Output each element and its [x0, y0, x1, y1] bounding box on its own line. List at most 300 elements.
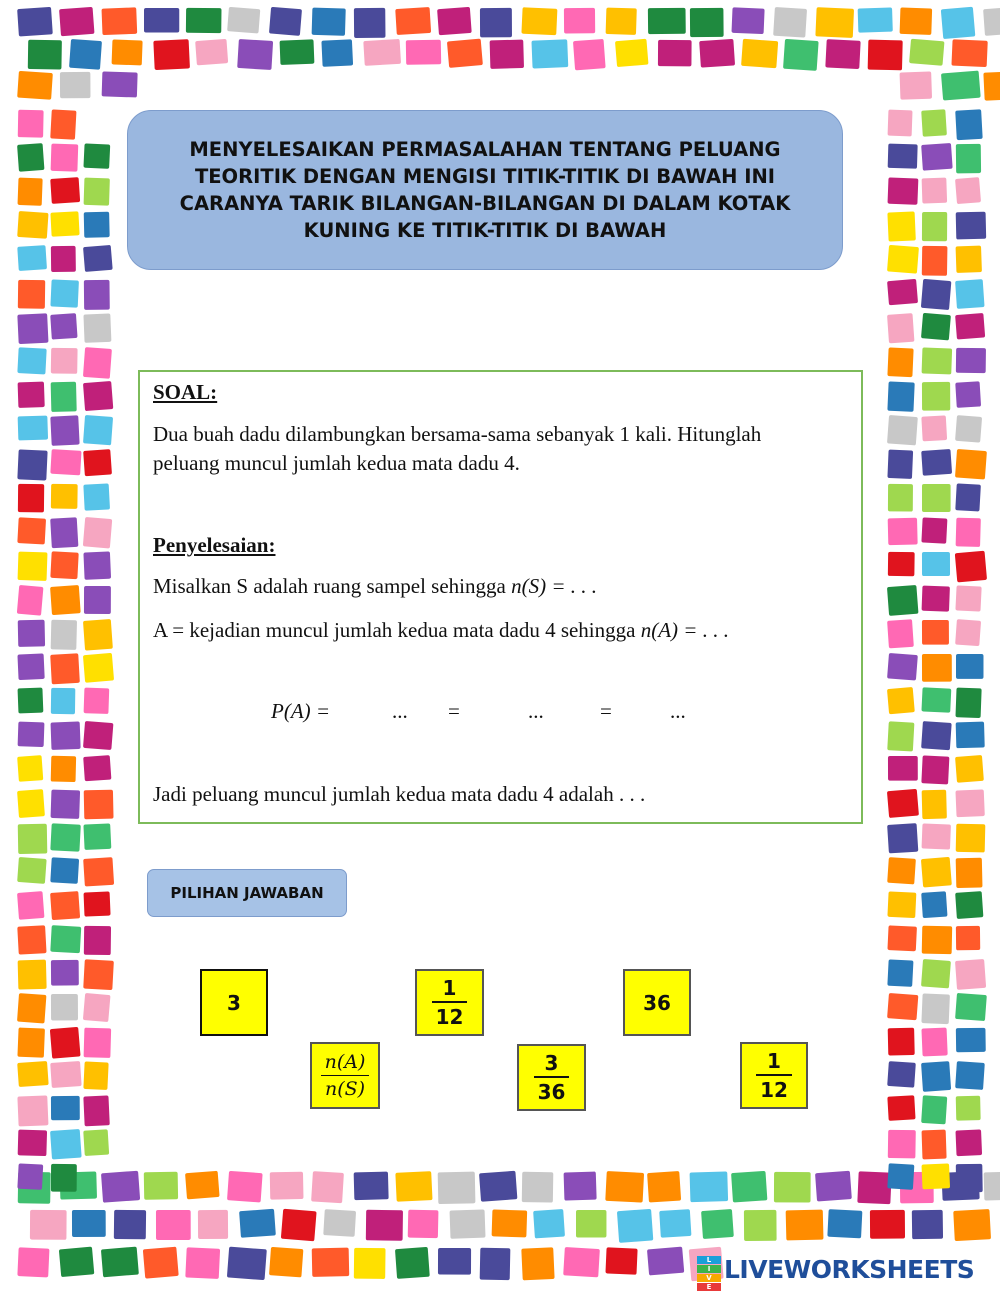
mosaic-tile	[815, 1171, 852, 1202]
mosaic-tile	[887, 993, 918, 1020]
mosaic-tile	[28, 40, 62, 70]
mosaic-tile	[101, 1171, 140, 1203]
mosaic-tile	[84, 212, 110, 238]
fraction-numerator: n(A)	[324, 1050, 366, 1073]
mosaic-tile	[531, 39, 568, 68]
mosaic-tile	[17, 143, 44, 172]
mosaic-tile	[922, 212, 947, 241]
mosaic-tile	[312, 8, 346, 36]
mosaic-tile	[270, 1172, 304, 1200]
mosaic-tile	[72, 1210, 106, 1237]
mosaic-tile	[69, 39, 102, 70]
mosaic-tile	[659, 1209, 691, 1238]
mosaic-tile	[17, 211, 48, 239]
liveworksheets-wordmark: LIVEWORKSHEETS	[724, 1254, 975, 1284]
mosaic-tile	[50, 891, 80, 920]
mosaic-tile	[18, 1130, 47, 1156]
mosaic-tile	[983, 71, 1000, 100]
mosaic-tile	[186, 8, 222, 33]
mosaic-tile	[827, 1209, 862, 1238]
mosaic-tile	[395, 7, 431, 35]
mosaic-tile	[17, 517, 46, 544]
mosaic-tile	[955, 177, 981, 204]
mosaic-tile	[887, 687, 915, 714]
mosaic-tile	[18, 280, 45, 309]
mosaic-tile	[84, 1028, 112, 1058]
formula-blank-1[interactable]: ...	[392, 699, 408, 723]
mosaic-tile	[921, 449, 952, 476]
mosaic-tile	[84, 790, 114, 820]
formula-blank-3[interactable]: ...	[670, 699, 686, 723]
mosaic-tile	[868, 40, 903, 71]
mosaic-tile	[615, 39, 649, 67]
mosaic-tile	[17, 313, 48, 344]
mosaic-tile	[955, 959, 986, 990]
mosaic-tile	[888, 110, 913, 137]
event-blank[interactable]: n(A) = . . .	[640, 618, 729, 642]
mosaic-tile	[701, 1209, 734, 1239]
mosaic-tile	[955, 381, 981, 408]
sample-space-text: Misalkan S adalah ruang sampel sehingga	[153, 574, 512, 598]
mosaic-tile	[84, 280, 110, 310]
mosaic-tile	[956, 246, 982, 273]
mosaic-tile	[887, 1061, 916, 1088]
mosaic-tile	[323, 1209, 356, 1237]
mosaic-tile	[59, 1247, 94, 1277]
instruction-title: MENYELESAIKAN PERMASALAHAN TENTANG PELUANG TEORITIK DENGAN MENGISI TITIK-TITIK DI BAWAH INI CARANYA TARIK BILANGAN-BILANGAN DI DALAM KOTAK KUNING KE TITIK-TITIK DI BAWAH	[179, 138, 791, 242]
mosaic-tile	[51, 1164, 77, 1192]
mosaic-tile	[363, 39, 401, 66]
mosaic-tile	[956, 858, 983, 888]
mosaic-tile	[563, 1247, 600, 1277]
mosaic-tile	[18, 960, 47, 990]
mosaic-tile	[17, 449, 47, 480]
fraction-denominator: 12	[432, 1001, 468, 1027]
mosaic-tile	[102, 7, 138, 35]
mosaic-tile	[51, 246, 76, 272]
mosaic-tile	[50, 857, 79, 884]
mosaic-tile	[480, 1248, 511, 1280]
mosaic-tile	[741, 39, 778, 68]
mosaic-tile	[956, 1028, 986, 1052]
mosaic-tile	[144, 8, 179, 32]
mosaic-tile	[83, 245, 113, 272]
sample-space-line	[153, 574, 597, 599]
mosaic-tile	[783, 39, 819, 71]
mosaic-tile	[951, 39, 987, 67]
mosaic-tile	[269, 1247, 303, 1278]
mosaic-tile	[857, 1171, 891, 1204]
mosaic-tile	[744, 1210, 777, 1241]
mosaic-tile	[887, 925, 917, 951]
mosaic-tile	[955, 619, 981, 646]
mosaic-tile	[83, 1061, 108, 1090]
mosaic-tile	[922, 586, 950, 612]
mosaic-tile	[956, 926, 980, 950]
mosaic-tile	[60, 72, 91, 98]
fraction-numerator: 3	[544, 1051, 559, 1075]
mosaic-tile	[185, 1247, 220, 1279]
fraction-numerator: 1	[442, 976, 457, 1000]
mosaic-tile	[18, 688, 44, 714]
logo-letter: L	[697, 1256, 721, 1264]
mosaic-tile	[185, 1171, 220, 1200]
mosaic-tile	[83, 857, 114, 886]
mosaic-tile	[239, 1209, 276, 1238]
answer-card-1-over-12-b[interactable]	[740, 1042, 808, 1109]
mosaic-tile	[18, 110, 44, 138]
mosaic-tile	[492, 1209, 528, 1237]
mosaic-tile	[955, 688, 981, 719]
mosaic-tile	[887, 313, 914, 343]
mosaic-tile	[690, 1171, 729, 1202]
mosaic-tile	[83, 959, 114, 990]
mosaic-tile	[281, 1209, 317, 1242]
mosaic-tile	[887, 857, 916, 884]
mosaic-tile	[870, 1210, 905, 1239]
mosaic-tile	[953, 1209, 991, 1241]
mosaic-tile	[51, 620, 77, 650]
mosaic-tile	[955, 1061, 985, 1090]
soal-heading: SOAL:	[153, 380, 218, 404]
mosaic-tile	[888, 756, 918, 781]
mosaic-tile	[84, 586, 111, 614]
answer-card-3-label: 3	[227, 990, 241, 1015]
mosaic-tile	[731, 1171, 767, 1203]
mosaic-tile	[395, 1247, 430, 1279]
mosaic-tile	[617, 1209, 653, 1243]
mosaic-tile	[50, 313, 77, 339]
mosaic-tile	[912, 1210, 943, 1239]
mosaic-tile	[887, 245, 919, 274]
question-line-1: Dua buah dadu dilambungkan bersama-sama sebanyak 1 kali. Hitunglah	[153, 422, 762, 446]
mosaic-tile	[50, 109, 76, 139]
answer-card-1-over-12[interactable]	[415, 969, 484, 1036]
mosaic-tile	[888, 518, 918, 545]
mosaic-tile	[50, 653, 80, 684]
mosaic-tile	[955, 313, 985, 340]
mosaic-tile	[17, 1163, 43, 1190]
mosaic-tile	[888, 1130, 916, 1159]
logo-letter: E	[697, 1283, 721, 1291]
mosaic-tile	[647, 1247, 684, 1276]
mosaic-tile	[406, 40, 441, 65]
mosaic-tile	[774, 1172, 811, 1203]
mosaic-tile	[955, 755, 984, 783]
mosaic-tile	[922, 246, 948, 276]
mosaic-tile	[83, 483, 110, 510]
mosaic-tile	[408, 1210, 439, 1238]
fraction-nA-nS	[321, 1050, 370, 1100]
mosaic-tile	[887, 1095, 915, 1121]
question-line-2: peluang muncul jumlah kedua mata dadu 4.	[153, 451, 520, 475]
mosaic-tile	[83, 721, 113, 750]
mosaic-tile	[887, 347, 913, 377]
probability-formula-lhs: P(A) =	[271, 699, 331, 723]
mosaic-tile	[83, 551, 111, 579]
mosaic-tile	[50, 1129, 82, 1160]
mosaic-tile	[438, 1172, 476, 1204]
mosaic-tile	[921, 891, 947, 918]
mosaic-tile	[955, 415, 982, 443]
mosaic-tile	[887, 721, 914, 751]
mosaic-tile	[922, 926, 952, 955]
mosaic-tile	[922, 654, 952, 682]
mosaic-tile	[956, 824, 986, 853]
mosaic-tile	[50, 211, 79, 236]
mosaic-tile	[887, 891, 916, 918]
mosaic-tile	[480, 8, 512, 37]
mosaic-tile	[83, 755, 111, 781]
mosaic-tile	[312, 1248, 350, 1277]
mosaic-tile	[922, 347, 953, 374]
mosaic-tile	[450, 1209, 486, 1238]
mosaic-tile	[17, 925, 46, 954]
mosaic-tile	[887, 789, 919, 818]
mosaic-tile	[18, 824, 48, 854]
mosaic-tile	[17, 789, 45, 818]
mosaic-tile	[941, 7, 976, 39]
mosaic-tile	[887, 279, 918, 305]
mosaic-tile	[50, 1027, 81, 1059]
mosaic-tile	[51, 756, 76, 782]
mosaic-tile	[573, 39, 606, 70]
mosaic-tile	[18, 416, 48, 441]
mosaic-tile	[955, 109, 982, 140]
mosaic-tile	[83, 993, 111, 1022]
mosaic-tile	[887, 959, 913, 987]
mosaic-tile	[888, 552, 915, 576]
instruction-banner	[127, 110, 843, 270]
mosaic-tile	[956, 1164, 983, 1193]
mosaic-tile	[955, 483, 981, 511]
mosaic-tile	[605, 1247, 637, 1274]
mosaic-tile	[51, 688, 76, 714]
mosaic-tile	[144, 1172, 178, 1200]
mosaic-tile	[227, 1171, 263, 1203]
mosaic-tile	[51, 382, 77, 412]
mosaic-tile	[921, 1061, 951, 1092]
mosaic-tile	[51, 348, 78, 374]
formula-equals-2: =	[600, 699, 612, 723]
mosaic-tile	[17, 7, 53, 37]
mosaic-tile	[773, 7, 807, 38]
mosaic-tile	[921, 313, 951, 341]
mosaic-tile	[564, 8, 595, 34]
mosaic-tile	[955, 449, 987, 480]
mosaic-tile	[18, 484, 44, 512]
mosaic-tile	[83, 381, 113, 411]
mosaic-tile	[887, 585, 919, 616]
mosaic-tile	[354, 1172, 389, 1201]
mosaic-tile	[50, 517, 78, 548]
mosaic-tile	[648, 8, 686, 34]
mosaic-tile	[921, 993, 950, 1024]
mosaic-tile	[143, 1247, 179, 1279]
mosaic-tile	[956, 1096, 981, 1121]
liveworksheets-logo[interactable]	[697, 1253, 975, 1291]
mosaic-tile	[909, 39, 944, 66]
penyelesaian-heading: Penyelesaian:	[153, 533, 276, 557]
mosaic-tile	[921, 109, 947, 137]
mosaic-tile	[922, 1130, 947, 1160]
mosaic-tile	[114, 1210, 146, 1240]
mosaic-tile	[699, 39, 735, 68]
mosaic-tile	[647, 1171, 681, 1203]
mosaic-tile	[955, 789, 984, 817]
mosaic-tile	[237, 39, 273, 70]
mosaic-tile	[50, 925, 81, 953]
mosaic-tile	[887, 653, 918, 681]
mosaic-tile	[227, 1247, 267, 1281]
mosaic-tile	[50, 585, 81, 615]
answer-card-nA-over-nS[interactable]	[310, 1042, 380, 1109]
mosaic-tile	[395, 1171, 432, 1202]
answer-choices-label	[147, 869, 347, 917]
mosaic-tile	[50, 279, 79, 307]
mosaic-tile	[83, 415, 113, 445]
mosaic-tile	[956, 722, 985, 749]
mosaic-tile	[922, 382, 950, 411]
mosaic-tile	[17, 1027, 45, 1057]
formula-blank-2[interactable]: ...	[528, 699, 544, 723]
mosaic-tile	[956, 212, 986, 240]
mosaic-tile	[490, 40, 524, 69]
conclusion-line[interactable]: Jadi peluang muncul jumlah kedua mata dadu 4 adalah . . .	[153, 782, 646, 806]
event-text: A = kejadian muncul jumlah kedua mata dadu 4 sehingga	[153, 618, 641, 642]
mosaic-tile	[731, 7, 764, 34]
mosaic-tile	[17, 857, 47, 884]
mosaic-tile	[887, 415, 918, 445]
fraction-denominator: 12	[756, 1074, 792, 1100]
mosaic-tile	[83, 347, 112, 379]
mosaic-tile	[17, 1061, 48, 1087]
mosaic-tile	[564, 1172, 597, 1201]
mosaic-tile	[921, 279, 952, 310]
mosaic-tile	[922, 178, 948, 204]
mosaic-tile	[17, 1095, 48, 1126]
mosaic-tile	[900, 7, 933, 34]
mosaic-tile	[522, 1172, 554, 1203]
mosaic-tile	[955, 585, 981, 611]
mosaic-tile	[858, 7, 893, 32]
mosaic-tile	[51, 790, 81, 819]
mosaic-tile	[50, 177, 80, 204]
mosaic-tile	[900, 71, 932, 99]
mosaic-tile	[17, 755, 43, 782]
mosaic-tile	[195, 39, 228, 65]
mosaic-tile	[354, 1248, 386, 1279]
mosaic-tile	[955, 279, 984, 309]
mosaic-tile	[887, 381, 914, 411]
mosaic-tile	[888, 484, 913, 512]
mosaic-tile	[83, 313, 111, 342]
mosaic-tile	[921, 143, 953, 171]
mosaic-tile	[18, 620, 45, 647]
mosaic-tile	[921, 687, 951, 712]
mosaic-tile	[606, 8, 637, 35]
mosaic-tile	[227, 7, 260, 34]
mosaic-tile	[83, 653, 114, 683]
mosaic-tile	[17, 585, 44, 616]
mosaic-tile	[887, 449, 913, 478]
liveworksheets-icon	[697, 1256, 721, 1291]
mosaic-tile	[280, 39, 315, 65]
sample-space-blank[interactable]: n(S) = . . .	[511, 574, 597, 598]
mosaic-tile	[922, 823, 951, 849]
mosaic-tile	[437, 7, 472, 35]
mosaic-tile	[354, 8, 386, 38]
mosaic-tile	[30, 1210, 67, 1240]
mosaic-tile	[156, 1210, 191, 1240]
mosaic-tile	[956, 348, 986, 373]
fraction-1-12	[432, 978, 468, 1027]
event-line	[153, 618, 729, 643]
answer-card-3[interactable]	[200, 969, 268, 1036]
answer-card-36[interactable]	[623, 969, 691, 1036]
mosaic-tile	[17, 891, 44, 920]
mosaic-tile	[50, 415, 79, 446]
mosaic-tile	[17, 993, 46, 1023]
mosaic-tile	[17, 71, 53, 100]
answer-card-3-over-36[interactable]	[517, 1044, 586, 1111]
mosaic-tile	[18, 178, 43, 206]
mosaic-tile	[955, 1129, 982, 1156]
logo-letter: V	[697, 1274, 721, 1282]
mosaic-tile	[50, 449, 81, 475]
fraction-denominator: n(S)	[321, 1075, 369, 1099]
mosaic-tile	[888, 1028, 915, 1056]
mosaic-tile	[50, 823, 81, 852]
mosaic-tile	[18, 382, 45, 408]
mosaic-tile	[18, 722, 45, 747]
mosaic-tile	[17, 1247, 49, 1277]
mosaic-tile	[921, 755, 949, 784]
mosaic-tile	[311, 1171, 344, 1203]
mosaic-tile	[83, 1129, 109, 1156]
formula-equals-1: =	[448, 699, 460, 723]
mosaic-tile	[887, 1163, 914, 1190]
mosaic-tile	[955, 993, 987, 1021]
mosaic-tile	[521, 1247, 554, 1280]
fraction-denominator: 36	[534, 1076, 570, 1102]
mosaic-tile	[51, 721, 81, 749]
mosaic-tile	[447, 39, 483, 68]
mosaic-tile	[956, 144, 981, 173]
mosaic-tile	[955, 891, 983, 919]
mosaic-tile	[921, 1027, 947, 1056]
mosaic-tile	[84, 688, 110, 714]
mosaic-tile	[59, 7, 94, 36]
mosaic-tile	[51, 994, 78, 1021]
mosaic-tile	[941, 71, 981, 101]
mosaic-tile	[955, 551, 987, 583]
mosaic-tile	[888, 177, 919, 204]
answer-card-36-label: 36	[643, 990, 671, 1015]
mosaic-tile	[576, 1210, 606, 1238]
mosaic-tile	[921, 1095, 947, 1124]
mosaic-tile	[888, 144, 918, 169]
mosaic-tile	[84, 926, 111, 955]
mosaic-tile	[922, 620, 949, 645]
mosaic-tile	[112, 39, 143, 65]
mosaic-tile	[366, 1210, 403, 1241]
fraction-numerator: 1	[767, 1049, 781, 1073]
mosaic-tile	[921, 959, 951, 988]
mosaic-tile	[922, 484, 951, 512]
mosaic-tile	[921, 517, 947, 543]
mosaic-tile	[17, 245, 47, 271]
